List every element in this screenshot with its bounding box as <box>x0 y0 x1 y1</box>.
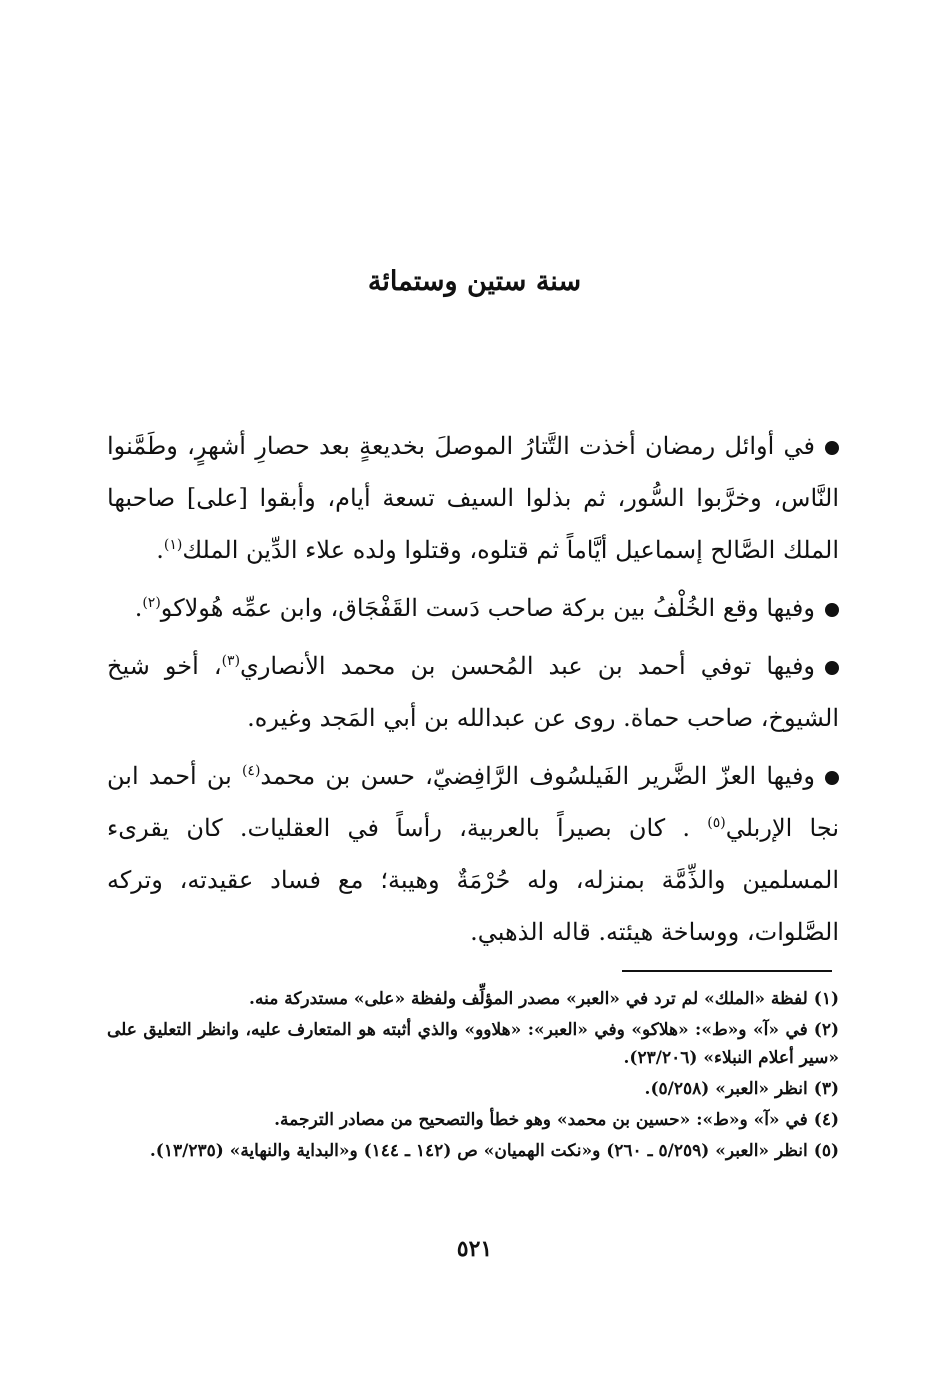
footnote-item <box>107 1075 839 1103</box>
footnote-item <box>107 985 839 1013</box>
paragraph-text: وفيها العزّ الضَّرير الفَيلسُوف الرَّافِضيّ، حسن بن محمد <box>260 762 816 790</box>
bullet-icon <box>825 661 839 675</box>
footnote-text: في «آ» و«ط»: «هلاكو» وفي «العبر»: «هلاوو» والذي أثبته هو المتعارف عليه، وانظر التعليق على «سير أعلام النبلاء» (٢٣/٢٠٦). <box>107 1020 839 1068</box>
footnote-separator <box>622 970 832 972</box>
footnote-text: انظر «العبر» (٥/٢٥٨). <box>644 1079 808 1099</box>
paragraph-text: بن أحمد ابن نجا الإربلي <box>107 762 840 842</box>
paragraph-text: . كان بصيراً بالعربية، رأساً في العقليات. كان يقرىء المسلمين والذِّمَّة بمنزله، وله حُرْمَةٌ وهيبة؛ مع فساد عقيدته، وتركه الصَّلوات، ووساخة هيئته. قاله الذهبي. <box>107 814 839 946</box>
footnote-marker: (١) <box>813 989 839 1009</box>
footnote-item <box>107 1137 839 1165</box>
footnote-text: لفظة «الملك» لم ترد في «العبر» مصدر المؤلِّف ولفظة «على» مستدركة منه. <box>249 989 808 1009</box>
paragraph-1 <box>107 420 839 576</box>
paragraph-text: ، أخو شيخ الشيوخ، صاحب حماة. روى عن عبدالله بن أبي المَجد وغيره. <box>107 652 839 732</box>
footnote-marker: (٤) <box>813 1110 839 1130</box>
chapter-title: سنة ستين وستمائة <box>367 266 582 297</box>
footnote-ref: (٥) <box>707 815 726 831</box>
footnote-ref: (٤) <box>241 763 261 779</box>
paragraph-4 <box>107 750 839 958</box>
footnote-ref: (٢) <box>142 595 161 611</box>
main-text <box>107 420 839 964</box>
footnote-item <box>107 1106 839 1134</box>
footnote-marker: (٣) <box>813 1079 839 1099</box>
footnotes <box>107 985 839 1168</box>
paragraph-3 <box>107 640 839 744</box>
paragraph-text: . <box>156 536 164 564</box>
bullet-icon <box>825 441 839 455</box>
paragraph-2 <box>107 582 839 634</box>
bullet-icon <box>825 771 839 785</box>
footnote-ref: (٣) <box>221 653 241 669</box>
footnote-text: في «آ» و«ط»: «حسين بن محمد» وهو خطأ والتصحيح من مصادر الترجمة. <box>274 1110 808 1130</box>
bullet-icon <box>825 603 839 617</box>
paragraph-text: وفيها وقع الخُلْفُ بين بركة صاحب دَست القَفْجَاق، وابن عمِّه هُولاكو <box>160 594 815 622</box>
footnote-text: انظر «العبر» (٥/٢٥٩ ـ ٢٦٠) و«نكت الهميان» ص (١٤٢ ـ ١٤٤) و«البداية والنهاية» (١٣/٢٣٥). <box>149 1141 808 1161</box>
paragraph-text: في أوائل رمضان أخذت التَّتارُ الموصلَ بخديعةٍ بعد حصارِ أشهرٍ، وطَمَّنوا النَّاس، وخرَّبوا السُّور، ثم بذلوا السيف تسعة أيام، وأبقوا [على] صاحبها الملك الصَّالح إسماعيل أيَّاماً ثم قتلوه، وقتلوا ولده علاء الدِّين الملك <box>107 432 839 564</box>
paragraph-text: . <box>134 594 143 622</box>
footnote-marker: (٢) <box>813 1020 839 1040</box>
footnote-marker: (٥) <box>813 1141 839 1161</box>
footnote-ref: (١) <box>163 537 183 553</box>
footnote-item <box>107 1016 839 1072</box>
page-number: ٥٢١ <box>456 1236 493 1262</box>
paragraph-text: وفيها توفي أحمد بن عبد المُحسن بن محمد الأنصاري <box>240 652 816 680</box>
